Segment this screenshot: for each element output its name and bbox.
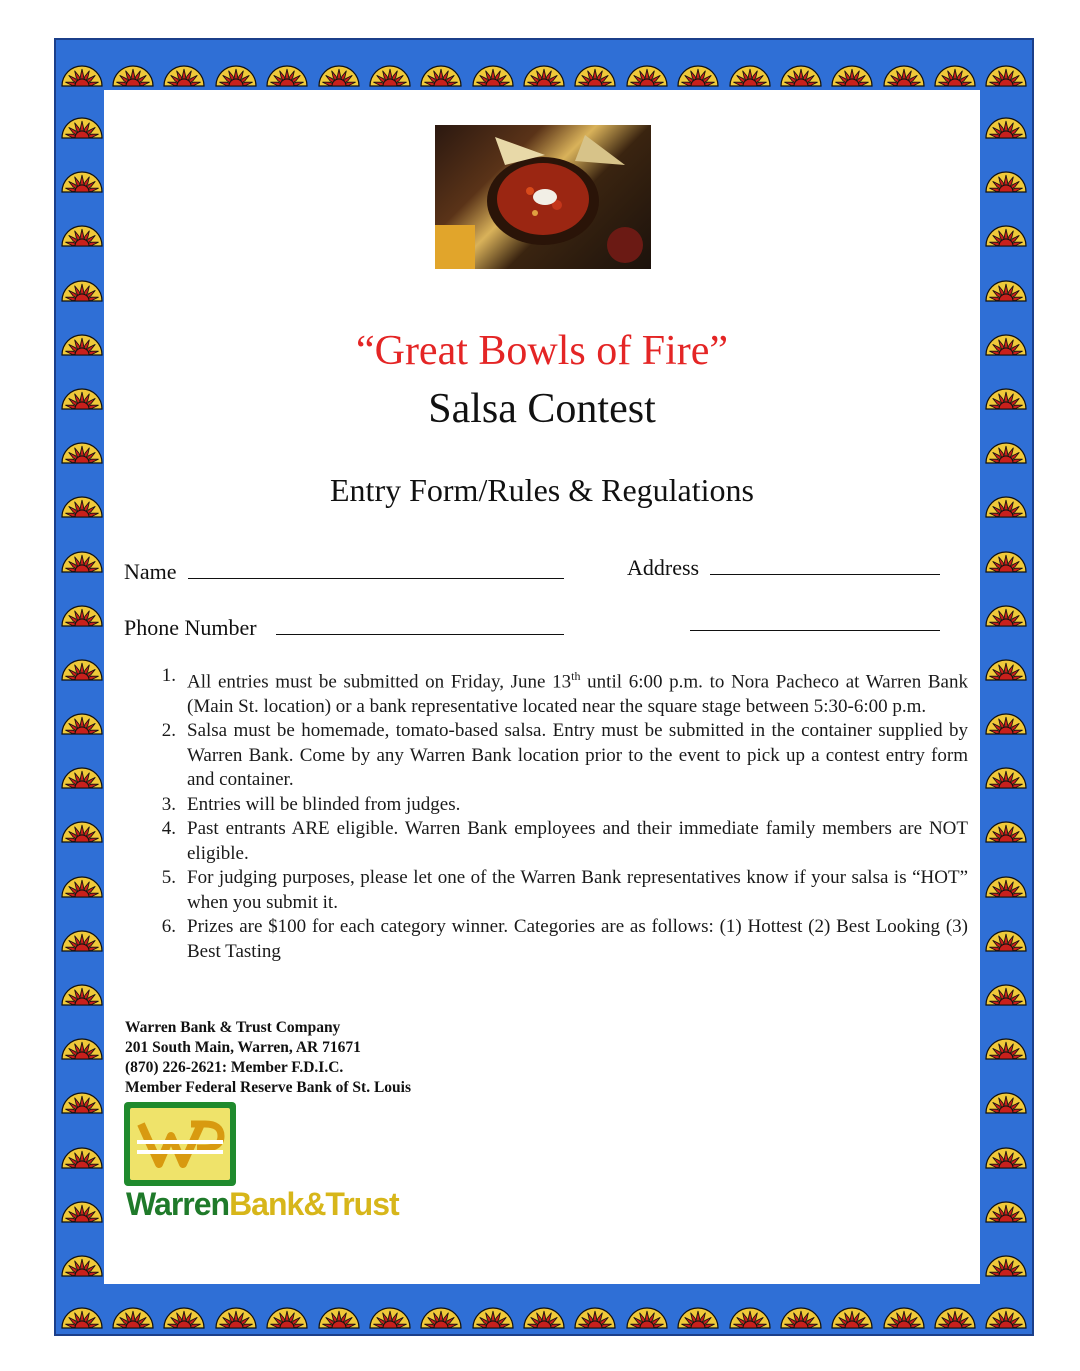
border-fan-tile — [673, 1282, 724, 1334]
rule-item — [152, 793, 968, 818]
border-fan-tile — [980, 851, 1032, 903]
contest-title: “Great Bowls of Fire” — [355, 328, 729, 374]
address-field[interactable] — [710, 574, 940, 575]
address-label: Address — [627, 555, 700, 580]
rule-text: Salsa must be homemade, tomato-based salsa. Entry must be submitted in the container supplied by Warren Bank. Come by any Warren Bank location prior to the event to pick up a contest entry form and container. — [187, 720, 968, 791]
border-fan-tile — [210, 1282, 261, 1334]
rule-text: For judging purposes, please let one of the Warren Bank representatives know if your salsa is “HOT” when you submit it. — [187, 867, 968, 913]
phone-label: Phone Number — [124, 615, 257, 640]
rule-item — [152, 866, 968, 915]
border-fan-tile — [313, 40, 364, 92]
rule-item — [152, 719, 968, 793]
border-fan-tile — [570, 40, 621, 92]
border-fan-tile — [621, 1282, 672, 1334]
border-fan-tile — [827, 40, 878, 92]
rule-number: 6. — [161, 916, 176, 938]
border-fan-tile — [981, 1282, 1032, 1334]
border-fan-tile — [56, 200, 108, 252]
border-fan-tile — [56, 309, 108, 361]
border-fan-tile — [980, 580, 1032, 632]
border-bottom — [56, 1282, 1032, 1334]
bank-name: Warren Bank & Trust Company — [125, 1019, 341, 1036]
border-fan-tile — [364, 40, 415, 92]
border-fan-tile — [107, 1282, 158, 1334]
border-fan-tile — [56, 634, 108, 686]
border-fan-tile — [980, 742, 1032, 794]
rules-list — [152, 664, 968, 964]
bank-logo-w-icon — [130, 1108, 230, 1180]
rule-superscript: th — [571, 669, 581, 683]
border-top — [56, 40, 1032, 92]
border-fan-tile — [56, 959, 108, 1011]
address-field-line-2[interactable] — [690, 630, 940, 631]
border-fan-tile — [980, 796, 1032, 848]
border-fan-tile — [570, 1282, 621, 1334]
border-fan-tile — [673, 40, 724, 92]
phone-field[interactable] — [276, 634, 564, 635]
border-fan-tile — [775, 1282, 826, 1334]
border-fan-tile — [980, 471, 1032, 523]
bank-logo-mark — [124, 1102, 236, 1186]
border-fan-tile — [980, 363, 1032, 415]
border-fan-tile — [980, 200, 1032, 252]
border-fan-tile — [56, 255, 108, 307]
border-fan-tile — [262, 1282, 313, 1334]
border-fan-tile — [56, 1282, 107, 1334]
border-fan-tile — [56, 1230, 108, 1282]
border-fan-tile — [724, 1282, 775, 1334]
border-fan-tile — [416, 1282, 467, 1334]
border-fan-tile — [56, 1067, 108, 1119]
border-fan-tile — [980, 959, 1032, 1011]
border-fan-tile — [56, 526, 108, 578]
salsa-bowl-photo — [435, 125, 651, 269]
border-fan-tile — [313, 1282, 364, 1334]
border-fan-tile — [56, 471, 108, 523]
border-fan-tile — [56, 1176, 108, 1228]
rule-text: Past entrants ARE eligible. Warren Bank employees and their immediate family members are NOT eligible. — [187, 818, 968, 864]
border-fan-tile — [56, 1122, 108, 1174]
border-fan-tile — [980, 688, 1032, 740]
border-fan-tile — [929, 40, 980, 92]
border-fan-tile — [56, 40, 107, 92]
border-fan-tile — [56, 688, 108, 740]
border-fan-tile — [467, 40, 518, 92]
name-field[interactable] — [188, 578, 564, 579]
border-fan-tile — [56, 905, 108, 957]
rule-text: Prizes are $100 for each category winner. Categories are as follows: (1) Hottest (2) Best Looking (3) Best Tasting — [187, 916, 968, 962]
border-fan-tile — [878, 1282, 929, 1334]
logo-word-warren: Warren — [126, 1186, 230, 1222]
border-fan-tile — [621, 40, 672, 92]
border-fan-tile — [980, 634, 1032, 686]
border-fan-tile — [56, 146, 108, 198]
border-fan-tile — [210, 40, 261, 92]
border-fan-tile — [980, 1067, 1032, 1119]
border-fan-tile — [56, 92, 108, 144]
bank-address: 201 South Main, Warren, AR 71671 — [125, 1039, 361, 1056]
border-fan-tile — [980, 146, 1032, 198]
rule-number: 2. — [161, 720, 176, 742]
border-fan-tile — [159, 1282, 210, 1334]
rule-text: All entries must be submitted on Friday, June 13 — [187, 671, 572, 693]
border-fan-tile — [56, 363, 108, 415]
name-label: Name — [124, 559, 177, 584]
rule-number: 1. — [161, 665, 176, 686]
border-fan-tile — [775, 40, 826, 92]
border-fan-tile — [724, 40, 775, 92]
rule-number: 5. — [161, 867, 176, 889]
border-fan-tile — [56, 417, 108, 469]
border-fan-tile — [878, 40, 929, 92]
rule-number: 3. — [161, 793, 176, 815]
border-fan-tile — [518, 40, 569, 92]
bank-phone: (870) 226-2621: Member F.D.I.C. — [125, 1059, 344, 1076]
border-fan-tile — [56, 580, 108, 632]
border-fan-tile — [980, 1122, 1032, 1174]
border-fan-tile — [929, 1282, 980, 1334]
bank-logo-wordmark — [126, 1188, 399, 1220]
border-fan-tile — [980, 905, 1032, 957]
border-right — [980, 92, 1032, 1282]
border-fan-tile — [980, 255, 1032, 307]
rule-text-continued: until 6:00 p.m. to Nora Pacheco at Warren Bank (Main St. location) or a bank representative located near the square stage between 5:30-6:00 p.m. — [187, 671, 968, 717]
border-fan-tile — [980, 1176, 1032, 1228]
rule-item — [152, 915, 968, 964]
rule-number: 4. — [161, 818, 176, 840]
form-heading: Entry Form/Rules & Regulations — [330, 472, 754, 508]
border-fan-tile — [980, 1013, 1032, 1065]
border-fan-tile — [56, 1013, 108, 1065]
border-fan-tile — [56, 742, 108, 794]
border-fan-tile — [980, 1230, 1032, 1282]
border-fan-tile — [467, 1282, 518, 1334]
border-fan-tile — [980, 526, 1032, 578]
contest-subtitle: Salsa Contest — [428, 386, 656, 432]
border-fan-tile — [980, 417, 1032, 469]
border-fan-tile — [159, 40, 210, 92]
border-fan-tile — [364, 1282, 415, 1334]
rule-item — [152, 664, 968, 719]
border-fan-tile — [107, 40, 158, 92]
rule-text: Entries will be blinded from judges. — [187, 793, 461, 815]
border-fan-tile — [56, 851, 108, 903]
border-fan-tile — [980, 309, 1032, 361]
border-fan-tile — [262, 40, 313, 92]
rule-item — [152, 817, 968, 866]
border-fan-tile — [416, 40, 467, 92]
border-fan-tile — [518, 1282, 569, 1334]
border-fan-tile — [56, 796, 108, 848]
border-left — [56, 92, 108, 1282]
border-fan-tile — [827, 1282, 878, 1334]
border-fan-tile — [981, 40, 1032, 92]
logo-word-bank-trust: Bank&Trust — [229, 1186, 399, 1222]
border-fan-tile — [980, 92, 1032, 144]
bank-reserve: Member Federal Reserve Bank of St. Louis — [125, 1079, 411, 1096]
bank-contact-block — [125, 1018, 411, 1098]
